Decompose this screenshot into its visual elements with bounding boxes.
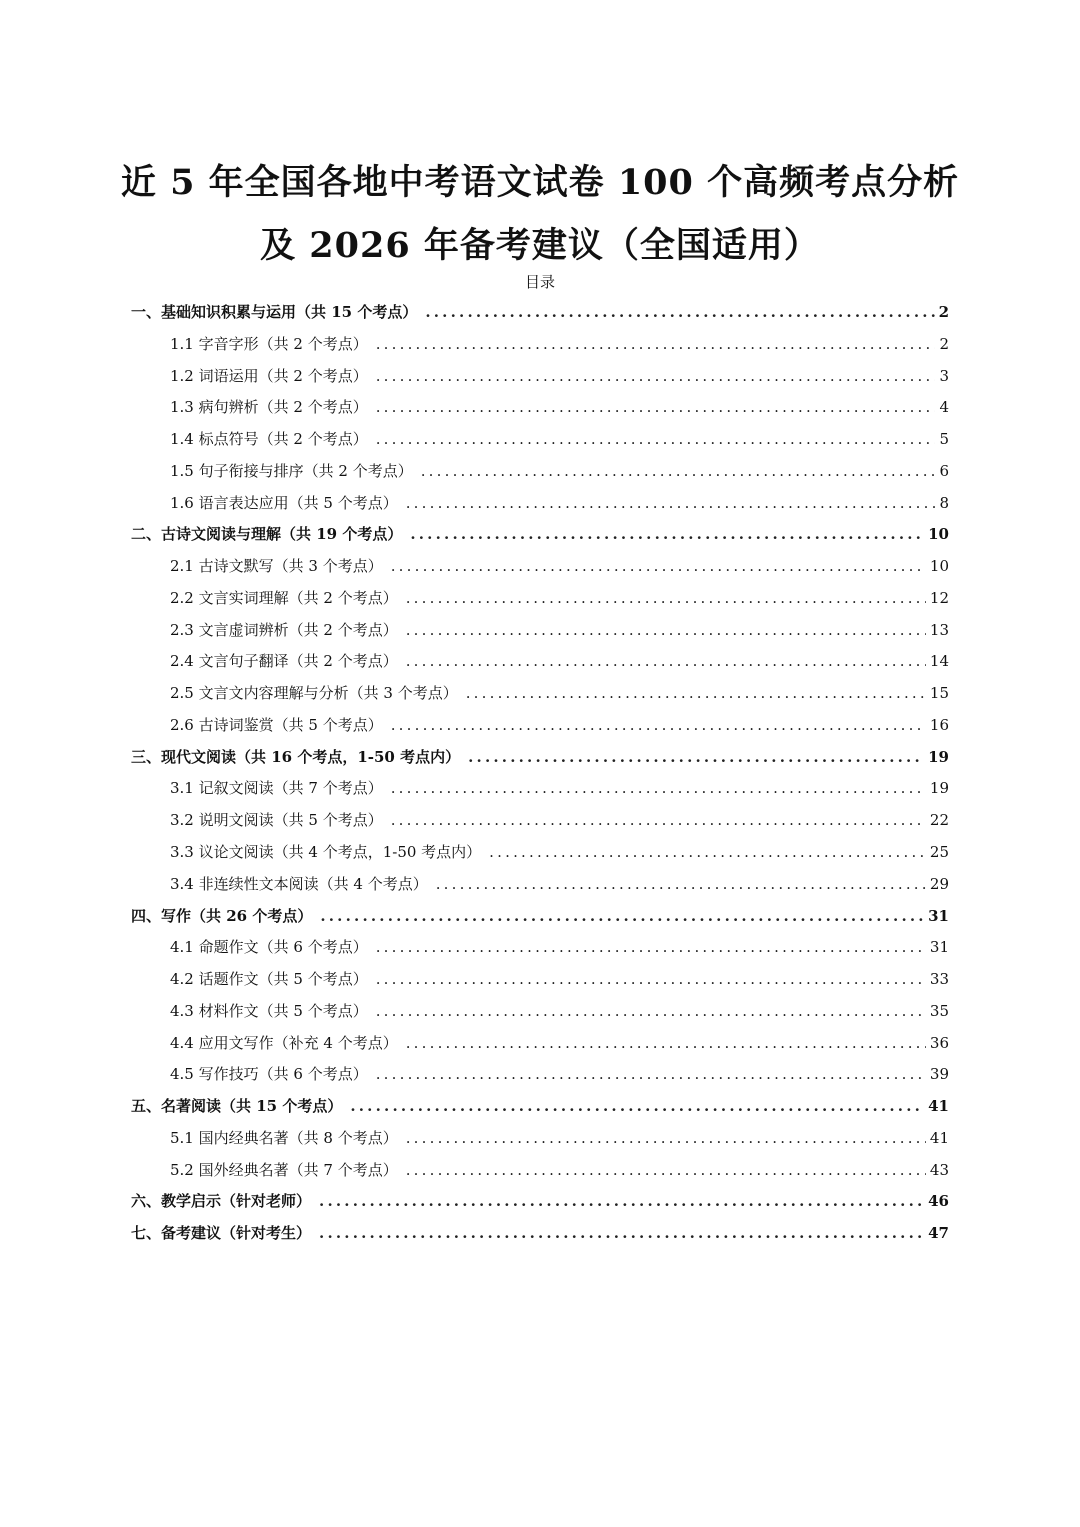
- toc-dot-leader: [350, 1091, 924, 1123]
- toc-entry-label: 2.4 文言句子翻译（共 2 个考点）: [170, 652, 398, 671]
- toc-dot-leader: [406, 488, 936, 520]
- toc-chapter-entry[interactable]: [131, 742, 949, 774]
- toc-entry-label: 七、备考建议（针对考生）: [131, 1224, 312, 1243]
- toc-page-number: 5: [939, 430, 949, 449]
- toc-dot-leader: [319, 1186, 924, 1218]
- toc-entry-label: 4.2 话题作文（共 5 个考点）: [170, 970, 368, 989]
- toc-dot-leader: [421, 456, 936, 488]
- toc-section-entry[interactable]: [170, 329, 949, 361]
- toc-entry-label: 4.3 材料作文（共 5 个考点）: [170, 1001, 368, 1020]
- toc-section-entry[interactable]: [170, 488, 949, 520]
- toc-dot-leader: [376, 964, 926, 996]
- toc-dot-leader: [406, 646, 926, 678]
- toc-dot-leader: [406, 1123, 926, 1155]
- toc-section-entry[interactable]: [170, 456, 949, 488]
- toc-page-number: 31: [928, 906, 949, 925]
- toc-dot-leader: [425, 297, 934, 329]
- toc-chapter-entry[interactable]: [131, 1186, 949, 1218]
- toc-dot-leader: [436, 869, 926, 901]
- toc-dot-leader: [466, 678, 926, 710]
- toc-page-number: 12: [929, 588, 949, 607]
- toc-entry-label: 4.1 命题作文（共 6 个考点）: [170, 938, 368, 957]
- toc-page-number: 22: [929, 811, 949, 830]
- toc-section-entry[interactable]: [170, 551, 949, 583]
- toc-page-number: 2: [939, 334, 949, 353]
- toc-section-entry[interactable]: [170, 964, 949, 996]
- toc-entry-label: 三、现代文阅读（共 16 个考点，1-50 考点内）: [131, 747, 461, 766]
- toc-entry-label: 1.5 句子衔接与排序（共 2 个考点）: [170, 461, 413, 480]
- toc-dot-leader: [391, 773, 926, 805]
- toc-dot-leader: [376, 996, 926, 1028]
- toc-chapter-entry[interactable]: [131, 1091, 949, 1123]
- toc-dot-leader: [489, 837, 926, 869]
- toc-section-entry[interactable]: [170, 1155, 949, 1187]
- toc-section-entry[interactable]: [170, 1028, 949, 1060]
- toc-section-entry[interactable]: [170, 869, 949, 901]
- toc-dot-leader: [391, 551, 926, 583]
- toc-section-entry[interactable]: [170, 392, 949, 424]
- toc-section-entry[interactable]: [170, 1123, 949, 1155]
- toc-page-number: 3: [939, 366, 949, 385]
- toc-entry-label: 1.1 字音字形（共 2 个考点）: [170, 334, 368, 353]
- toc-entry-label: 二、古诗文阅读与理解（共 19 个考点）: [131, 525, 403, 544]
- toc-page-number: 4: [939, 398, 949, 417]
- toc-dot-leader: [410, 519, 924, 551]
- toc-chapter-entry[interactable]: [131, 297, 949, 329]
- toc-entry-label: 3.4 非连续性文本阅读（共 4 个考点）: [170, 874, 428, 893]
- toc-entry-label: 4.5 写作技巧（共 6 个考点）: [170, 1065, 368, 1084]
- toc-entry-label: 5.1 国内经典名著（共 8 个考点）: [170, 1128, 398, 1147]
- toc-entry-label: 一、基础知识积累与运用（共 15 个考点）: [131, 303, 418, 321]
- toc-dot-leader: [406, 1155, 926, 1187]
- toc-entry-label: 五、名著阅读（共 15 个考点）: [131, 1097, 343, 1116]
- toc-page-number: 8: [939, 493, 949, 512]
- toc-page-number: 29: [929, 874, 949, 893]
- toc-page-number: 36: [929, 1033, 949, 1052]
- toc-page-number: 41: [929, 1128, 949, 1147]
- toc-chapter-entry[interactable]: [131, 519, 949, 551]
- toc-section-entry[interactable]: [170, 837, 949, 869]
- toc-page-number: 41: [928, 1097, 949, 1116]
- toc-dot-leader: [406, 583, 926, 615]
- toc-entry-label: 1.4 标点符号（共 2 个考点）: [170, 430, 368, 449]
- toc-page-number: 10: [929, 557, 949, 576]
- toc-entry-label: 1.6 语言表达应用（共 5 个考点）: [170, 493, 398, 512]
- toc-dot-leader: [319, 1218, 924, 1250]
- toc-section-entry[interactable]: [170, 773, 949, 805]
- toc-page-number: 39: [929, 1065, 949, 1084]
- toc-entry-label: 四、写作（共 26 个考点）: [131, 906, 313, 925]
- toc-page-number: 14: [929, 652, 949, 671]
- toc-entry-label: 1.2 词语运用（共 2 个考点）: [170, 366, 368, 385]
- toc-entry-label: 2.5 文言文内容理解与分析（共 3 个考点）: [170, 684, 458, 703]
- toc-section-entry[interactable]: [170, 615, 949, 647]
- toc-dot-leader: [376, 392, 936, 424]
- toc-dot-leader: [468, 742, 924, 774]
- toc-entry-label: 六、教学启示（针对老师）: [131, 1192, 312, 1211]
- toc-entry-label: 2.1 古诗文默写（共 3 个考点）: [170, 557, 383, 576]
- toc-page-number: 33: [929, 970, 949, 989]
- toc-chapter-entry[interactable]: [131, 1218, 949, 1250]
- toc-dot-leader: [320, 901, 924, 933]
- toc-page-number: 19: [929, 779, 949, 798]
- toc-dot-leader: [391, 805, 926, 837]
- toc-page-number: 25: [929, 843, 949, 862]
- toc-page-number: 2: [938, 303, 949, 321]
- toc-page-number: 6: [939, 461, 949, 480]
- toc-entry-label: 3.1 记叙文阅读（共 7 个考点）: [170, 779, 383, 798]
- toc-section-entry[interactable]: [170, 996, 949, 1028]
- toc-entry-label: 4.4 应用文写作（补充 4 个考点）: [170, 1033, 398, 1052]
- toc-page-number: 46: [928, 1192, 949, 1211]
- toc-page-number: 10: [928, 525, 949, 544]
- toc-chapter-entry[interactable]: [131, 901, 949, 933]
- toc-entry-label: 2.2 文言实词理解（共 2 个考点）: [170, 588, 398, 607]
- toc-section-entry[interactable]: [170, 646, 949, 678]
- toc-dot-leader: [406, 615, 926, 647]
- toc-entry-label: 3.3 议论文阅读（共 4 个考点，1-50 考点内）: [170, 843, 482, 862]
- toc-dot-leader: [376, 932, 926, 964]
- toc-entry-label: 2.6 古诗词鉴赏（共 5 个考点）: [170, 715, 383, 734]
- toc-dot-leader: [406, 1028, 926, 1060]
- toc-section-entry[interactable]: [170, 583, 949, 615]
- toc-page-number: 19: [928, 747, 949, 766]
- toc-page-number: 47: [928, 1224, 949, 1243]
- toc-section-entry[interactable]: [170, 424, 949, 456]
- toc-dot-leader: [376, 424, 936, 456]
- toc-entry-label: 3.2 说明文阅读（共 5 个考点）: [170, 811, 383, 830]
- toc-dot-leader: [376, 329, 936, 361]
- toc-entry-label: 5.2 国外经典名著（共 7 个考点）: [170, 1160, 398, 1179]
- toc-dot-leader: [376, 1059, 926, 1091]
- toc-section-entry[interactable]: [170, 361, 949, 393]
- toc-entry-label: 1.3 病句辨析（共 2 个考点）: [170, 398, 368, 417]
- document-title-line-1: 近 5 年全国各地中考语文试卷 100 个高频考点分析: [120, 162, 960, 203]
- toc-entry-label: 2.3 文言虚词辨析（共 2 个考点）: [170, 620, 398, 639]
- toc-page-number: 35: [929, 1001, 949, 1020]
- toc-page-number: 16: [929, 715, 949, 734]
- document-title-line-2: 及 2026 年备考建议（全国适用）: [260, 225, 820, 266]
- table-of-contents: [0, 297, 1080, 1250]
- toc-section-entry[interactable]: [170, 710, 949, 742]
- toc-dot-leader: [391, 710, 926, 742]
- toc-dot-leader: [376, 361, 936, 393]
- toc-page-number: 15: [929, 684, 949, 703]
- toc-section-entry[interactable]: [170, 678, 949, 710]
- toc-page-number: 43: [929, 1160, 949, 1179]
- toc-section-entry[interactable]: [170, 1059, 949, 1091]
- toc-heading: 目录: [524, 273, 555, 291]
- toc-page-number: 13: [929, 620, 949, 639]
- toc-section-entry[interactable]: [170, 932, 949, 964]
- toc-page-number: 31: [929, 938, 949, 957]
- toc-section-entry[interactable]: [170, 805, 949, 837]
